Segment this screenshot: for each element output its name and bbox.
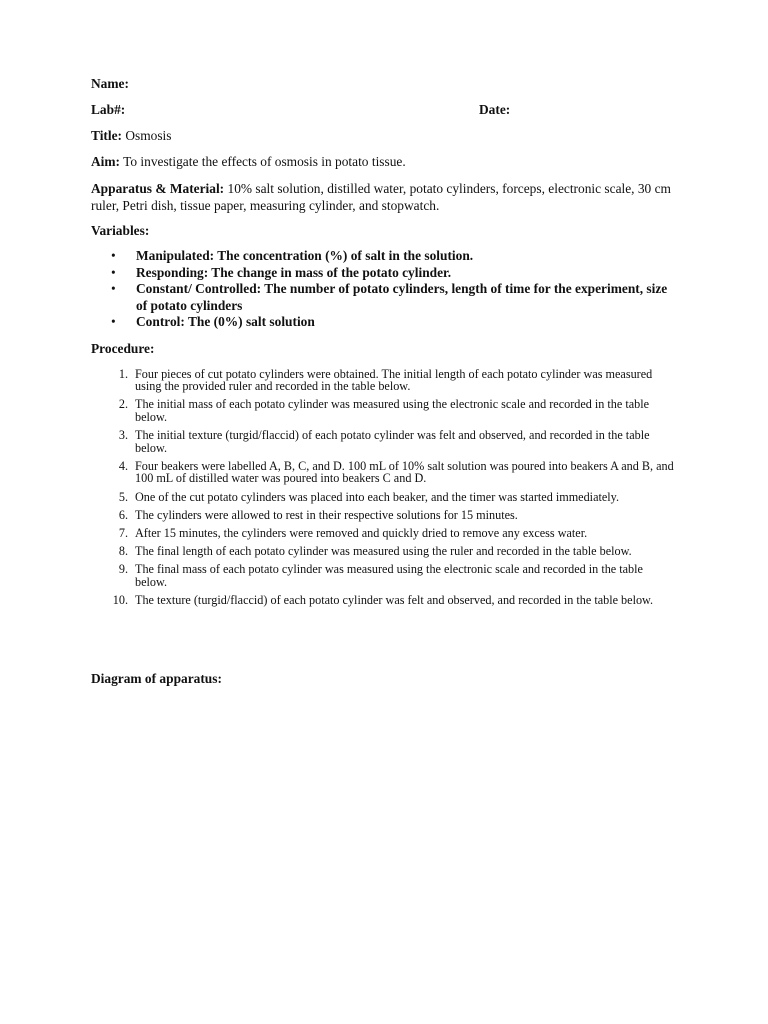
procedure-step [112,593,678,608]
diagram-heading: Diagram of apparatus: [91,671,222,686]
apparatus-label: Apparatus & Material: [91,181,225,196]
procedure-step [118,428,678,455]
variable-text: Manipulated: The concentration (%) of salt in the solution. [136,248,474,263]
procedure-step [118,458,678,486]
title-value: Osmosis [122,128,172,143]
variable-item [111,281,678,314]
step-text: One of the cut potato cylinders was placed into each beaker, and the timer was started immediately. [135,489,620,504]
step-number: 7. [118,526,128,540]
lab-label: Lab#: [91,102,126,117]
date-label: Date: [479,102,511,117]
step-number: 10. [112,593,128,608]
step-text: The cylinders were allowed to rest in their respective solutions for 15 minutes. [135,507,518,522]
variable-text: Control: The (0%) salt solution [136,314,315,329]
bullet-icon: • [111,314,116,329]
procedure-list [91,368,678,607]
bullet-icon: • [111,248,116,263]
step-number: 5. [118,489,128,504]
step-number: 9. [118,562,128,577]
procedure-step [118,366,678,394]
step-number: 1. [118,366,128,381]
variables-heading: Variables: [91,223,150,238]
step-number: 6. [118,507,128,522]
title-label: Title: [91,128,122,143]
step-text: The initial mass of each potato cylinder was measured using the electronic scale and recorded in the table below. [135,397,650,424]
name-row [91,76,678,92]
aim-label: Aim: [91,154,121,169]
step-text: The initial texture (turgid/flaccid) of each potato cylinder was felt and observed, and recorded in the table below. [135,428,650,455]
lab-date-row [91,102,678,118]
variable-text: Constant/ Controlled: The number of potato cylinders, length of time for the experiment, size of potato cylinders [136,281,668,313]
variable-item [111,264,678,282]
step-text: The texture (turgid/flaccid) of each potato cylinder was felt and observed, and recorded in the table below. [135,593,654,608]
aim-value: To investigate the effects of osmosis in potato tissue. [120,154,406,169]
name-label: Name: [91,76,129,91]
procedure-heading: Procedure: [91,340,155,356]
apparatus-value: 10% salt solution, distilled water, potato cylinders, forceps, electronic scale, 30 cm ruler, Petri dish, tissue paper, measuring cylinder, and stopwatch. [91,181,671,213]
aim-row [91,154,678,170]
step-number: 2. [118,397,128,412]
variable-item [111,314,678,331]
procedure-step [118,397,678,424]
procedure-step [118,562,678,589]
step-text: The final length of each potato cylinder was measured using the ruler and recorded in the table below. [135,544,632,559]
bullet-icon: • [111,264,116,280]
step-number: 3. [118,428,128,443]
variable-text: Responding: The change in mass of the potato cylinder. [136,264,452,280]
step-text: The final mass of each potato cylinder was measured using the electronic scale and recorded in the table below. [135,562,643,589]
step-text: Four pieces of cut potato cylinders were obtained. The initial length of each potato cylinder was measured using the provided ruler and recorded in the table below. [135,366,653,394]
procedure-step [118,489,678,504]
variable-item [111,248,678,265]
bullet-icon: • [111,281,116,296]
apparatus-row [91,180,678,214]
step-number: 4. [118,458,128,473]
title-row [91,128,678,144]
step-number: 8. [118,544,128,559]
step-text: After 15 minutes, the cylinders were removed and quickly dried to remove any excess water. [135,526,588,540]
step-text: Four beakers were labelled A, B, C, and D. 100 mL of 10% salt solution was poured into beakers A and B, and 100 mL of distilled water was poured into beakers C and D. [135,458,674,486]
procedure-step [118,526,678,540]
variables-list [91,248,678,331]
procedure-step [118,544,678,559]
procedure-step [118,507,678,522]
